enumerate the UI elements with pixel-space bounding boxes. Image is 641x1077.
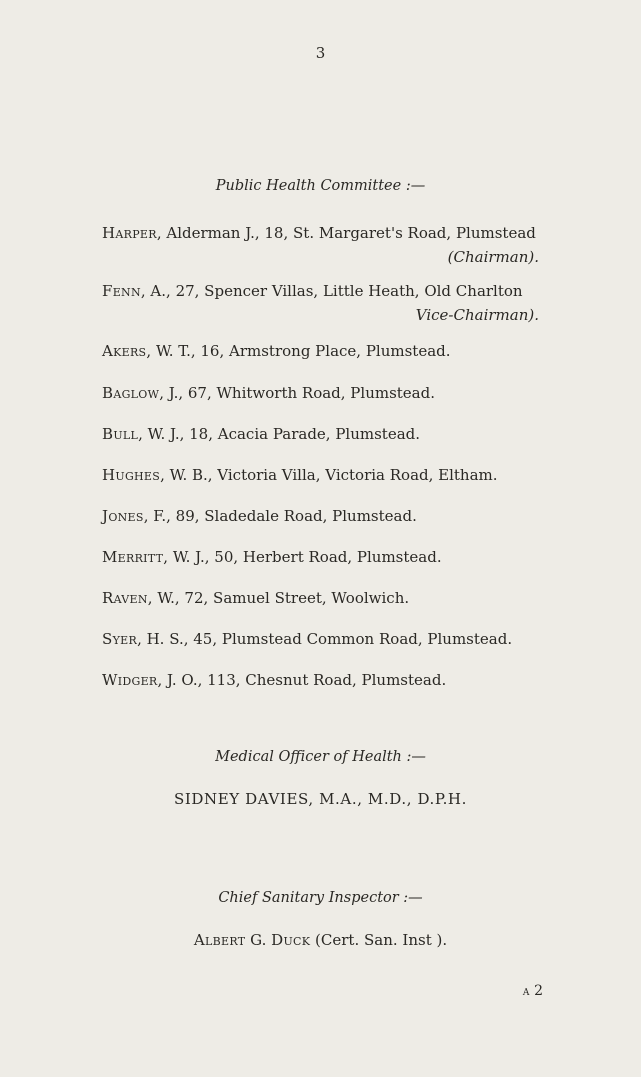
member-surname: Widger [102,671,158,689]
committee-member [102,425,420,443]
member-surname: Bull [102,425,139,443]
member-role: Vice-Chairman). [415,306,539,324]
member-surname: Syer [102,630,138,648]
committee-member [102,466,498,484]
member-surname: Baglow [102,384,160,402]
member-details: , W. B., Victoria Villa, Victoria Road, Eltham. [160,466,498,484]
medical-officer-name: SIDNEY DAVIES, M.A., M.D., D.P.H. [174,790,467,808]
signature-letter: a [522,984,530,999]
committee-member [102,589,409,607]
member-surname: Fenn [102,282,141,300]
chief-inspector-name [0,931,641,949]
member-details: , Alderman J., 18, St. Margaret's Road, Plumstead [156,224,536,242]
signature-number: 2 [529,983,543,999]
inspector-surname: Duck [271,931,311,949]
member-details: , H. S., 45, Plumstead Common Road, Plumstead. [137,630,513,648]
committee-member [102,671,446,689]
inspector-initial: G. [245,931,272,949]
committee-member [102,224,536,242]
member-details: , J. O., 113, Chesnut Road, Plumstead. [157,671,447,689]
member-surname: Jones [102,507,144,525]
member-role: (Chairman). [447,248,539,266]
member-surname: Harper [102,224,157,242]
committee-member [102,548,442,566]
committee-member [102,282,523,300]
committee-member [102,630,512,648]
member-surname: Merritt [102,548,164,566]
member-details: , W. T., 16, Armstrong Place, Plumstead. [146,342,451,360]
page-number: 3 [315,44,326,62]
signature-mark [523,983,543,999]
member-surname: Raven [102,589,148,607]
committee-member [102,384,435,402]
medical-officer-heading: Medical Officer of Health :— [215,749,426,765]
member-details: , W. J., 18, Acacia Parade, Plumstead. [138,425,421,443]
inspector-first-name: Albert [193,931,246,949]
chief-inspector-heading: Chief Sanitary Inspector :— [218,890,423,906]
member-details: , A., 27, Spencer Villas, Little Heath, Old Charlton [140,282,523,300]
member-details: , W., 72, Samuel Street, Woolwich. [147,589,410,607]
committee-heading: Public Health Committee :— [215,178,426,194]
committee-member [102,507,417,525]
member-details: , W. J., 50, Herbert Road, Plumstead. [163,548,442,566]
member-details: , F., 89, Sladedale Road, Plumstead. [143,507,417,525]
committee-member [102,342,451,360]
inspector-qualification: (Cert. San. Inst ). [310,931,448,949]
member-surname: Hughes [102,466,161,484]
member-details: , J., 67, Whitworth Road, Plumstead. [159,384,435,402]
member-surname: Akers [102,342,147,360]
